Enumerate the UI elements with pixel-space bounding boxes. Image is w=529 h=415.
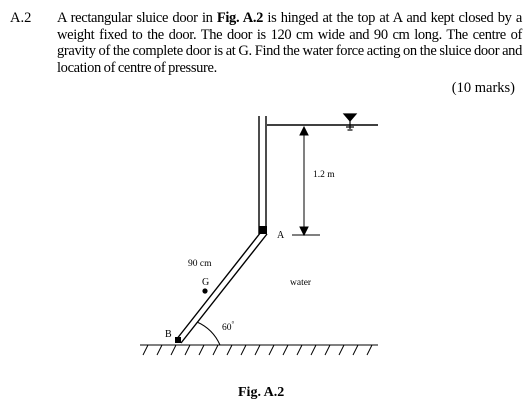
figure-reference: Fig. A.2 <box>216 10 264 26</box>
water-level-symbol <box>344 114 356 130</box>
bottom-label: B <box>165 329 172 340</box>
angle-label <box>222 320 235 333</box>
door-bottom-end <box>175 337 181 343</box>
angle-value: 60 <box>222 323 232 333</box>
angle-unit: ° <box>231 320 235 328</box>
question-text-end: is hinged at the top at A and kept closed by a weight fixed to the door. The door is 120 cm wide and 90 cm long. The centre of gravity of the complete door is at G. Find the water force acting on the sluice door and location of centre of pressure. <box>57 10 522 76</box>
question-number: A.2 <box>10 10 32 26</box>
figure-caption: Fig. A.2 <box>238 385 285 400</box>
hinge-label: A <box>277 230 285 241</box>
depth-dimension <box>292 127 320 235</box>
vertical-wall <box>259 116 266 234</box>
centre-of-gravity-point <box>202 288 207 293</box>
ground <box>140 345 378 355</box>
water-label: water <box>290 278 312 288</box>
door-length-label: 90 cm <box>188 259 212 269</box>
cg-label: G <box>202 277 210 288</box>
depth-label: 1.2 m <box>313 170 335 180</box>
marks-label: (10 marks) <box>451 80 515 96</box>
question-text-start: A rectangular sluice door in <box>57 10 217 26</box>
angle-arc <box>197 322 220 345</box>
